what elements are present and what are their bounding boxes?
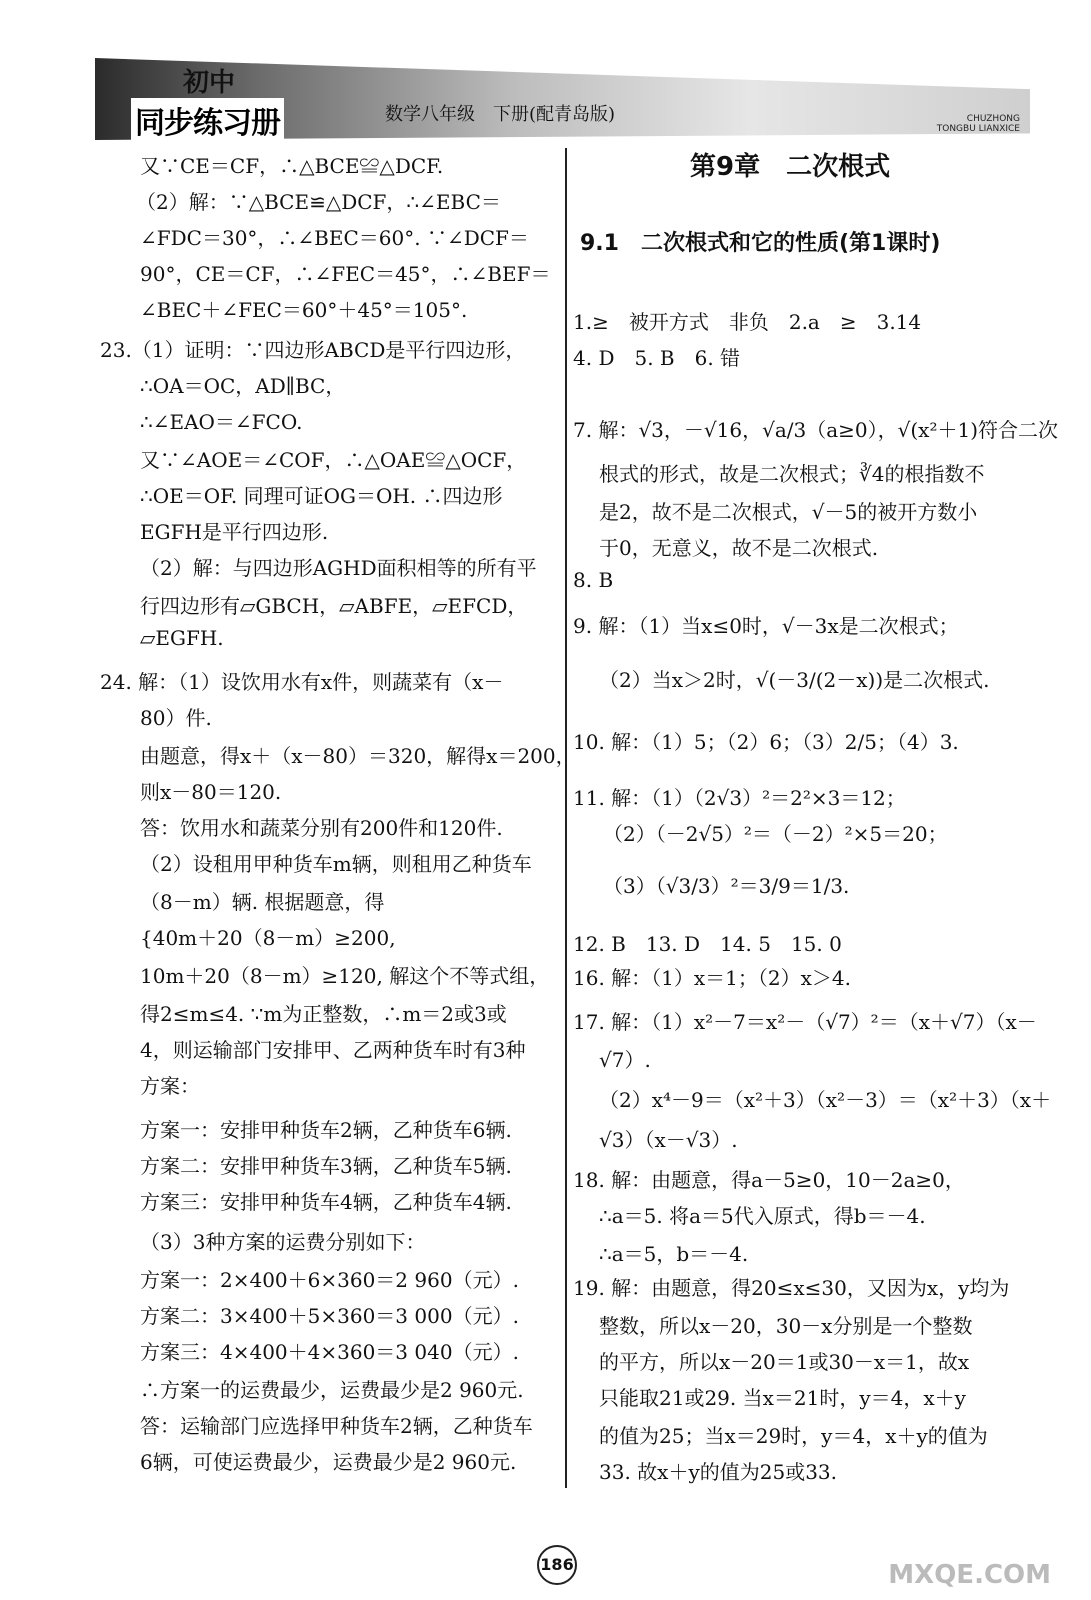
left-line: 由题意，得x＋（x－80）＝320，解得x＝200， [140, 744, 576, 768]
brand-en-line-1: CHUZHONG [966, 114, 1020, 124]
right-line: 整数，所以x－20，30－x分别是一个整数 [599, 1314, 973, 1338]
left-line: ▱EGFH. [140, 626, 224, 650]
right-line: 只能取21或29. 当x＝21时，y＝4，x＋y [599, 1386, 966, 1410]
right-line: 的平方，所以x－20＝1或30－x＝1，故x [599, 1350, 970, 1374]
left-line: 得2≤m≤4. ∵m为正整数，∴m＝2或3或 [140, 1002, 507, 1026]
left-line: 10m＋20（8－m）≥120, 解这个不等式组， [140, 964, 550, 988]
left-line: ∠BEC＋∠FEC＝60°＋45°＝105°. [140, 298, 468, 322]
left-line: （8－m）辆. 根据题意，得 [140, 890, 385, 914]
left-line: ∴OA＝OC，AD∥BC， [140, 374, 346, 398]
brand-en-line-2: TONGBU LIANXICE [936, 124, 1020, 134]
section-title: 9.1 二次根式和它的性质(第1课时) [580, 231, 941, 256]
left-line: 答：饮用水和蔬菜分别有200件和120件. [140, 816, 503, 840]
left-line: 方案三：安排甲种货车4辆，乙种货车4辆. [140, 1190, 512, 1214]
left-line: 23.（1）证明：∵四边形ABCD是平行四边形， [100, 338, 526, 362]
left-line: （2）设租用甲种货车m辆，则租用乙种货车 [140, 852, 532, 876]
right-line: 是2，故不是二次根式，√－5的被开方数小 [599, 500, 978, 524]
right-line: 9. 解：（1）当x≤0时，√－3x是二次根式； [573, 614, 959, 638]
left-line: 方案二：3×400＋5×360＝3 000（元）. [140, 1304, 519, 1328]
left-line: 行四边形有▱GBCH，▱ABFE，▱EFCD， [140, 594, 528, 618]
right-line: 8. B [573, 568, 614, 592]
logo-main-text: 同步练习册 [131, 98, 284, 142]
right-line: 7. 解：√3，－√16，√a/3（a≥0），√(x²＋1)符合二次 [573, 418, 1059, 442]
left-line: 24. 解：（1）设饮用水有x件，则蔬菜有（x－ [100, 670, 504, 694]
left-line: 答：运输部门应选择甲种货车2辆，乙种货车 [140, 1414, 533, 1438]
chapter-title: 第9章 二次根式 [690, 152, 891, 182]
left-line: 方案一：2×400＋6×360＝2 960（元）. [140, 1268, 519, 1292]
watermark: MXQE.COM [888, 1560, 1051, 1590]
right-line: 16. 解：（1）x＝1；（2）x＞4. [573, 966, 851, 990]
left-line: {40m＋20（8－m）≥200, [140, 926, 396, 950]
right-line: 于0，无意义，故不是二次根式. [599, 536, 879, 560]
right-line: √7）. [599, 1048, 651, 1072]
right-line: 的值为25；当x＝29时，y＝4，x＋y的值为 [599, 1424, 988, 1448]
left-line: 方案三：4×400＋4×360＝3 040（元）. [140, 1340, 519, 1364]
page-header [95, 58, 1030, 140]
right-line: （2）当x＞2时，√(－3/(2－x))是二次根式. [599, 668, 990, 692]
right-line: （2）x⁴－9＝（x²＋3）（x²－3）＝（x²＋3）（x＋ [599, 1088, 1052, 1112]
left-line: ∴OE＝OF. 同理可证OG＝OH. ∴四边形 [140, 484, 503, 508]
right-line: （3）（√3/3）²＝3/9＝1/3. [603, 874, 850, 898]
right-line: （2）（－2√5）²＝（－2）²×5＝20； [603, 822, 948, 846]
left-line: 方案： [140, 1074, 200, 1098]
left-line: 6辆，可使运费最少，运费最少是2 960元. [140, 1450, 517, 1474]
right-line: 33. 故x＋y的值为25或33. [599, 1460, 837, 1484]
book-subject: 数学八年级 下册(配青岛版) [385, 104, 616, 125]
column-divider [565, 148, 567, 1488]
left-line: （2）解：与四边形AGHD面积相等的所有平 [140, 556, 537, 580]
left-line: ∴∠EAO＝∠FCO. [140, 410, 303, 434]
left-line: 方案二：安排甲种货车3辆，乙种货车5辆. [140, 1154, 512, 1178]
left-line: 又∵CE＝CF，∴△BCE≌△DCF. [140, 154, 444, 178]
left-line: 则x－80＝120. [140, 780, 282, 804]
right-line: 19. 解：由题意，得20≤x≤30，又因为x，y均为 [573, 1276, 1010, 1300]
left-line: EGFH是平行四边形. [140, 520, 329, 544]
right-line: 17. 解：（1）x²－7＝x²－（√7）²＝（x＋√7）（x－ [573, 1010, 1037, 1034]
left-line: 90°，CE＝CF，∴∠FEC＝45°，∴∠BEF＝ [140, 262, 551, 286]
right-line: ∴a＝5，b＝－4. [599, 1242, 749, 1266]
left-line: 方案一：安排甲种货车2辆，乙种货车6辆. [140, 1118, 512, 1142]
right-line: 根式的形式，故是二次根式；∛4的根指数不 [599, 462, 985, 486]
left-line: 4，则运输部门安排甲、乙两种货车时有3种 [140, 1038, 526, 1062]
logo-top-text: 初中 [183, 68, 236, 98]
page-number: 186 [537, 1545, 577, 1585]
right-line: 12. B 13. D 14. 5 15. 0 [573, 932, 842, 956]
left-line: ∠FDC＝30°，∴∠BEC＝60°. ∵∠DCF＝ [140, 226, 529, 250]
right-line: 10. 解：（1）5；（2）6；（3）2/5；（4）3. [573, 730, 959, 754]
left-line: （3）3种方案的运费分别如下： [140, 1230, 426, 1254]
right-line: ∴a＝5. 将a＝5代入原式，得b＝－4. [599, 1204, 926, 1228]
right-line: 18. 解：由题意，得a－5≥0，10－2a≥0， [573, 1168, 965, 1192]
left-line: 80）件. [140, 706, 212, 730]
left-line: （2）解：∵△BCE≌△DCF，∴∠EBC＝ [136, 190, 501, 214]
right-line: 11. 解：（1）（2√3）²＝2²×3＝12； [573, 786, 906, 810]
right-line: 4. D 5. B 6. 错 [573, 346, 741, 370]
brand-english [937, 114, 1020, 134]
left-line: ∴方案一的运费最少，运费最少是2 960元. [140, 1378, 524, 1402]
right-line: 1.≥ 被开方式 非负 2.a ≥ 3.14 [573, 310, 922, 334]
right-line: √3）（x－√3）. [599, 1128, 738, 1152]
left-line: 又∵∠AOE＝∠COF，∴△OAE≌△OCF， [140, 448, 527, 472]
